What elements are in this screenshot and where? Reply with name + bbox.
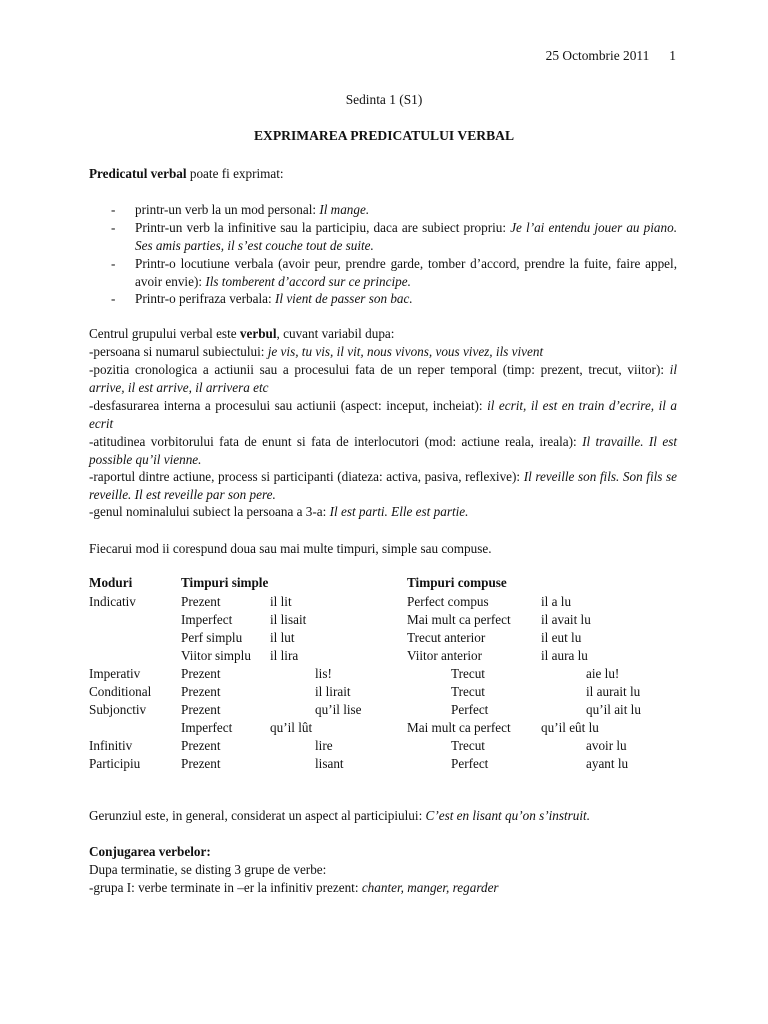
table-cell-simple-form: il lirait: [315, 684, 351, 699]
grupa-example: chanter, manger, regarder: [361, 880, 499, 895]
centrul-item-text: -pozitia cronologica a actiunii sau a procesului fata de un reper temporal (timp: prezent, trecut, viitor):: [89, 362, 670, 377]
table-cell-compound-form: ayant lu: [586, 756, 629, 771]
list-item: [89, 201, 677, 219]
table-cell-compound-form: avoir lu: [586, 738, 627, 753]
bullet-text: [135, 255, 677, 291]
list-item: [89, 219, 677, 255]
table-cell-simple-tense: Prezent: [181, 702, 221, 717]
centrul-item-text: -desfasurarea interna a procesului sau actiunii (aspect: inceput, incheiat):: [89, 398, 488, 413]
table-cell-mod: Subjonctiv: [89, 702, 147, 717]
centrul-lead: [89, 325, 677, 343]
header-timpuri-compuse: Timpuri compuse: [407, 575, 507, 590]
table-cell-simple-tense: Imperfect: [181, 720, 233, 735]
table-cell-simple-tense: Prezent: [181, 666, 221, 681]
header-timpuri-simple: Timpuri simple: [181, 575, 269, 590]
document-title: EXPRIMAREA PREDICATULUI VERBAL: [253, 128, 515, 143]
bullet-example: Ils tomberent d’accord sur ce principe.: [205, 274, 411, 289]
grupa-text: -grupa I: verbe terminate in –er la infinitiv prezent:: [89, 880, 362, 895]
bullet-plain: Printr-o locutiune verbala (avoir peur, prendre garde, tomber d’accord, prendre la fuite, faire appel, avoir envie):: [135, 256, 677, 289]
centrul-item: [89, 397, 677, 433]
table-cell-compound-form: il eut lu: [541, 630, 582, 645]
bullet-example: Il vient de passer son bac.: [274, 291, 413, 306]
table-cell-simple-tense: Viitor simplu: [181, 648, 251, 663]
table-cell-mod: Conditional: [89, 684, 152, 699]
centrul-item-example: il arrive, il est arrive, il arrivera etc: [89, 362, 677, 395]
bullet-dash: -: [111, 291, 116, 306]
table-cell-simple-tense: Prezent: [181, 756, 221, 771]
bullet-example: Il mange.: [319, 202, 370, 217]
centrul-item: [89, 468, 677, 504]
table-cell-mod: Participiu: [89, 756, 141, 771]
centrul-bold: verbul: [239, 326, 277, 341]
table-cell-simple-form: il lisait: [270, 612, 307, 627]
centrul-item-example: je vis, tu vis, il vit, nous vivons, vous vivez, ils vivent: [267, 344, 544, 359]
table-cell-compound-tense: Trecut: [451, 684, 485, 699]
centrul-item-text: -raportul dintre actiune, process si participanti (diateza: activa, pasiva, reflexive):: [89, 469, 524, 484]
centrul-item: [89, 503, 677, 521]
table-cell-compound-tense: Mai mult ca perfect: [407, 612, 511, 627]
table-cell-simple-form: qu’il lise: [315, 702, 362, 717]
table-cell-mod: Imperativ: [89, 666, 141, 681]
centrul-rest: , cuvant variabil dupa:: [276, 326, 395, 341]
list-item: [89, 255, 677, 291]
table-cell-compound-tense: Trecut anterior: [407, 630, 486, 645]
table-cell-compound-tense: Perfect compus: [407, 594, 489, 609]
table-cell-compound-form: qu’il eût lu: [541, 720, 599, 735]
table-cell-compound-form: aie lu!: [586, 666, 620, 681]
table-cell-simple-form: lire: [315, 738, 333, 753]
table-cell-compound-tense: Perfect: [451, 702, 489, 717]
intro-bold: Predicatul verbal: [89, 166, 187, 181]
intro-rest: poate fi exprimat:: [186, 166, 284, 181]
table-cell-simple-form: qu’il lût: [270, 720, 313, 735]
intro-paragraph: [89, 165, 677, 183]
table-cell-simple-tense: Imperfect: [181, 612, 233, 627]
centrul-item-example: Il est parti. Elle est partie.: [329, 504, 469, 519]
table-cell-compound-form: qu’il ait lu: [586, 702, 641, 717]
gerunziul-text: Gerunziul este, in general, considerat un aspect al participiului:: [89, 808, 426, 823]
gerunziul-example: C’est en lisant qu’on s’instruit.: [425, 808, 591, 823]
centrul-item-text: -persoana si numarul subiectului:: [89, 344, 268, 359]
session-label: Sedinta 1 (S1): [345, 92, 423, 107]
centrul-item: [89, 433, 677, 469]
page-number: 1: [669, 48, 676, 63]
table-cell-compound-tense: Trecut: [451, 738, 485, 753]
table-cell-simple-tense: Prezent: [181, 738, 221, 753]
table-cell-compound-form: il avait lu: [541, 612, 591, 627]
table-cell-compound-form: il aurait lu: [586, 684, 641, 699]
bullet-plain: Printr-o perifraza verbala:: [135, 291, 275, 306]
page-header: [546, 47, 676, 65]
table-cell-compound-tense: Trecut: [451, 666, 485, 681]
bullet-plain: Printr-un verb la infinitive sau la participiu, daca are subiect propriu:: [135, 220, 511, 235]
table-cell-simple-tense: Prezent: [181, 594, 221, 609]
centrul-lead-text: Centrul grupului verbal este: [89, 326, 240, 341]
bullet-plain: printr-un verb la un mod personal:: [135, 202, 320, 217]
table-cell-mod: Indicativ: [89, 594, 136, 609]
bullet-dash: -: [111, 256, 116, 271]
bullet-text: [135, 201, 677, 219]
list-item: [89, 290, 677, 308]
table-cell-simple-form: lis!: [315, 666, 332, 681]
centrul-item-example: il ecrit, il est en train d’ecrire, il a ecrit: [89, 398, 677, 431]
bullet-text: [135, 219, 677, 255]
table-cell-simple-form: il lira: [270, 648, 299, 663]
table-cell-compound-tense: Viitor anterior: [407, 648, 483, 663]
centrul-item: [89, 343, 677, 361]
table-cell-mod: Infinitiv: [89, 738, 133, 753]
bullet-text: [135, 290, 677, 308]
conjugarea-heading: Conjugarea verbelor:: [89, 844, 211, 859]
centrul-item-example: Il reveille son fils. Son fils se reveille. Il est reveille par son pere.: [89, 469, 677, 502]
table-cell-simple-tense: Prezent: [181, 684, 221, 699]
table-cell-compound-form: il a lu: [541, 594, 572, 609]
centrul-item-example: Il travaille. Il est possible qu’il vienne.: [89, 434, 677, 467]
bullet-dash: -: [111, 202, 116, 217]
table-cell-compound-tense: Perfect: [451, 756, 489, 771]
gerunziul-paragraph: [89, 807, 677, 825]
centrul-item-text: -atitudinea vorbitorului fata de enunt si fata de interlocutori (mod: actiune reala, ireala):: [89, 434, 583, 449]
conjugarea-line: Dupa terminatie, se disting 3 grupe de verbe:: [89, 862, 327, 877]
table-cell-compound-tense: Mai mult ca perfect: [407, 720, 511, 735]
bullet-dash: -: [111, 220, 116, 235]
table-cell-simple-form: lisant: [315, 756, 344, 771]
table-cell-simple-form: il lut: [270, 630, 295, 645]
header-moduri: Moduri: [89, 575, 133, 590]
centrul-item-text: -genul nominalului subiect la persoana a 3-a:: [89, 504, 330, 519]
table-cell-simple-form: il lit: [270, 594, 292, 609]
centrul-item: [89, 361, 677, 397]
fiecarui-paragraph: Fiecarui mod ii corespund doua sau mai multe timpuri, simple sau compuse.: [89, 541, 492, 556]
bullet-example: Je l’ai entendu jouer au piano. Ses amis parties, il s’est couche tout de suite.: [135, 220, 678, 253]
header-date: 25 Octombrie 2011: [545, 48, 650, 63]
conjugarea-grupa-line: [89, 879, 677, 897]
table-cell-simple-tense: Perf simplu: [181, 630, 243, 645]
table-cell-compound-form: il aura lu: [541, 648, 588, 663]
